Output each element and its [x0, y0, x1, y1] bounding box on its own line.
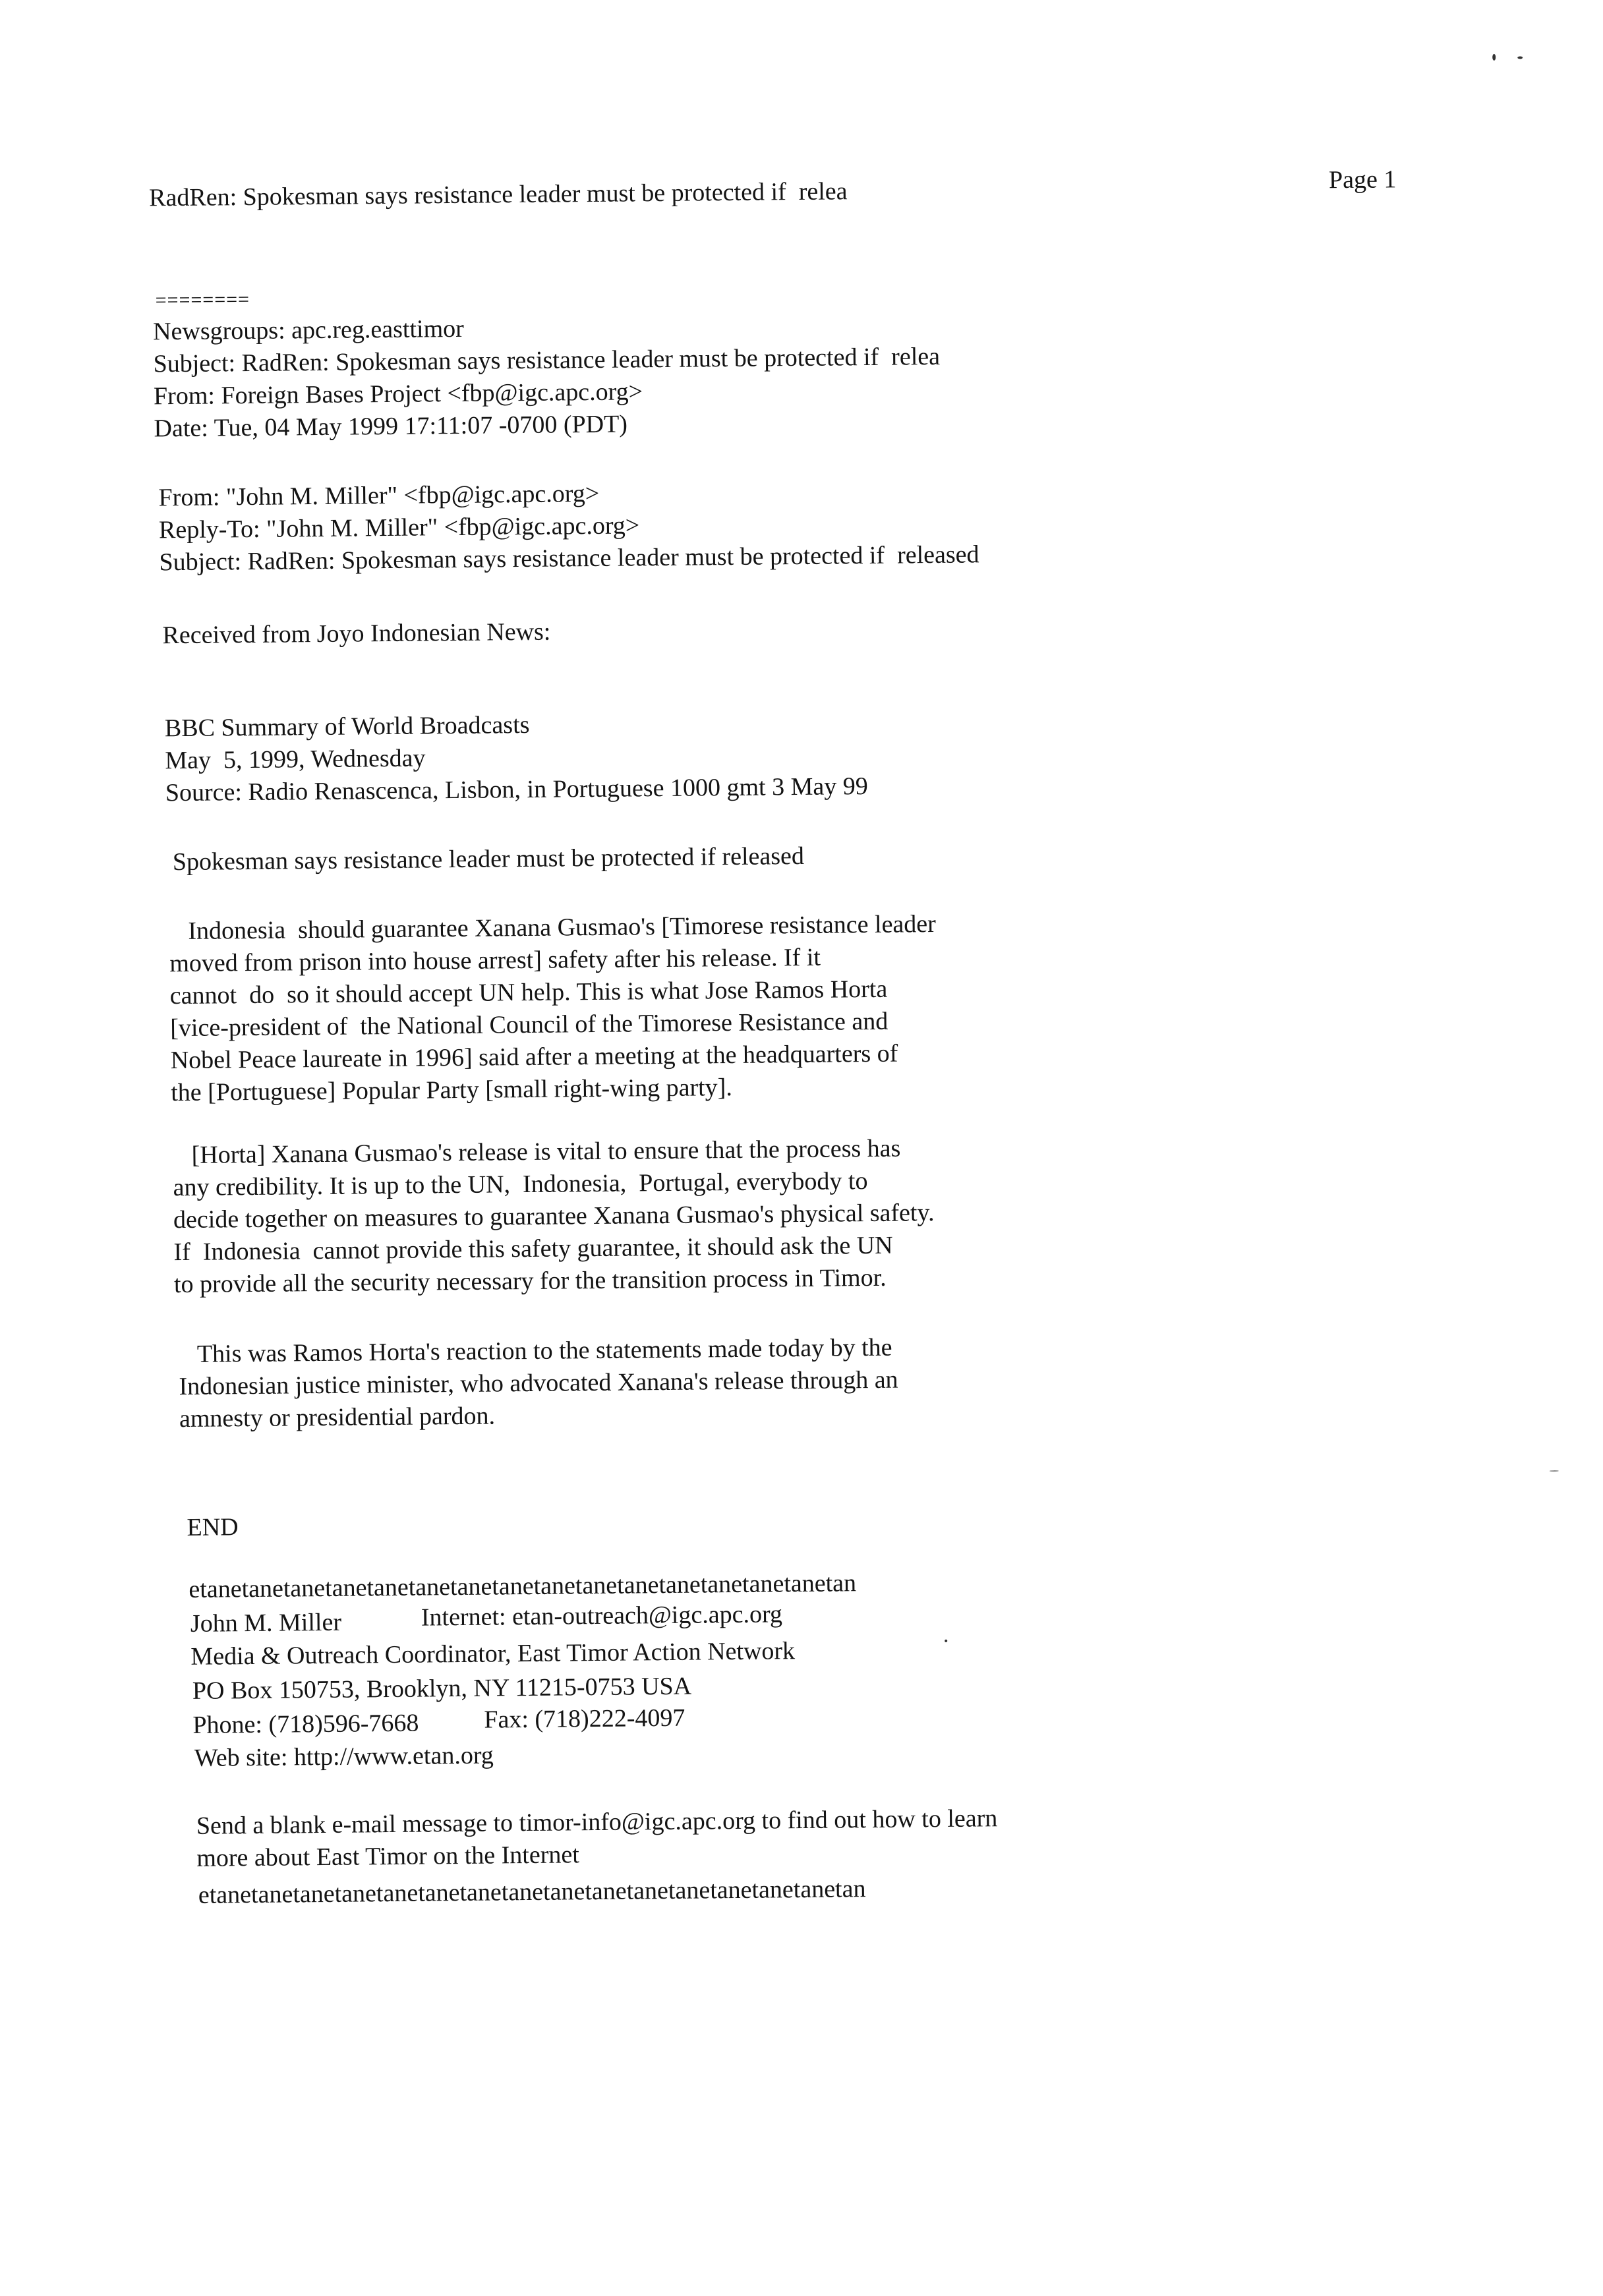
source-line: Source: Radio Renascenca, Lisbon, in Portuguese 1000 gmt 3 May 99 [165, 772, 868, 807]
article-headline: Spokesman says resistance leader must be protected if released [172, 842, 805, 876]
paragraph-line: amnesty or presidential pardon. [179, 1402, 496, 1433]
received-line: Received from Joyo Indonesian News: [162, 617, 551, 650]
page-number: Page 1 [1328, 165, 1397, 194]
separator-rule: ======== [155, 288, 250, 312]
paragraph-line: to provide all the security necessary for the transition process in Timor. [173, 1263, 887, 1299]
signature-rule-top: etanetanetanetanetanetanetanetanetanetanetanetanetanetanetanetan [189, 1569, 857, 1603]
paragraph-line: moved from prison into house arrest] safety after his release. If it [169, 943, 821, 978]
signature-phone: Phone: (718)596-7668 [192, 1709, 419, 1739]
source-line: BBC Summary of World Broadcasts [164, 710, 530, 743]
source-line: May 5, 1999, Wednesday [165, 744, 426, 775]
paragraph-line: Indonesian justice minister, who advocated Xanana's release through an [179, 1365, 898, 1401]
footer-line: more about East Timor on the Internet [196, 1841, 580, 1872]
signature-internet: Internet: etan-outreach@igc.apc.org [421, 1600, 783, 1632]
signature-name: John M. Miller [190, 1608, 342, 1638]
header-line: From: Foreign Bases Project <fbp@igc.apc.org> [153, 378, 643, 411]
paragraph-line: cannot do so it should accept UN help. This is what Jose Ramos Horta [169, 975, 888, 1010]
footer-instructions [196, 1802, 998, 1875]
scan-speck [1517, 56, 1523, 59]
newsgroup-headers [153, 308, 941, 445]
signature-address: PO Box 150753, Brooklyn, NY 11215-0753 USA [192, 1672, 692, 1705]
header-line: Newsgroups: apc.reg.easttimor [152, 314, 465, 346]
header-line: Subject: RadRen: Spokesman says resistance leader must be protected if released [159, 540, 979, 577]
paragraph-line: [Horta] Xanana Gusmao's release is vital to ensure that the process has [172, 1134, 901, 1170]
header-line: Reply-To: "John M. Miller" <fbp@igc.apc.org> [158, 511, 640, 544]
signature-website: Web site: http://www.etan.org [194, 1741, 494, 1772]
header-line: Date: Tue, 04 May 1999 17:11:07 -0700 (PDT) [154, 410, 628, 443]
source-block [165, 706, 868, 809]
signature-fax: Fax: (718)222-4097 [484, 1704, 685, 1734]
paragraph-line: Nobel Peace laureate in 1996] said after a meeting at the headquarters of [170, 1039, 898, 1075]
signature-title: Media & Outreach Coordinator, East Timor Action Network [190, 1637, 796, 1671]
paragraph-line: If Indonesia cannot provide this safety guarantee, it should ask the UN [173, 1231, 893, 1267]
scan-speck [945, 1640, 947, 1642]
article-end: END [187, 1513, 239, 1541]
footer-rule-bottom: etanetanetanetanetanetanetanetanetanetanetanetanetanetanetanetan [198, 1875, 866, 1909]
paragraph-line: the [Portuguese] Popular Party [small right-wing party]. [171, 1074, 733, 1107]
scan-speck [1492, 54, 1496, 61]
footer-line: Send a blank e-mail message to timor-info@igc.apc.org to find out how to learn [196, 1804, 998, 1840]
mail-headers [158, 474, 979, 579]
paragraph-line: This was Ramos Horta's reaction to the statements made today by the [178, 1333, 892, 1369]
article-paragraph-3 [179, 1332, 899, 1435]
paragraph-line: decide together on measures to guarantee Xanana Gusmao's physical safety. [173, 1199, 935, 1234]
article-paragraph-2 [173, 1132, 935, 1301]
header-line: From: "John M. Miller" <fbp@igc.apc.org> [158, 479, 600, 512]
header-line: Subject: RadRen: Spokesman says resistance leader must be protected if relea [153, 342, 941, 378]
paragraph-line: Indonesia should guarantee Xanana Gusmao's [Timorese resistance leader [169, 910, 937, 946]
page-header-title: RadRen: Spokesman says resistance leader must be protected if relea [148, 177, 848, 212]
scan-speck [1550, 1470, 1559, 1472]
paragraph-line: [vice-president of the National Council of the Timorese Resistance and [170, 1007, 889, 1043]
paragraph-line: any credibility. It is up to the UN, Indonesia, Portugal, everybody to [173, 1167, 868, 1202]
article-paragraph-1 [169, 908, 938, 1109]
